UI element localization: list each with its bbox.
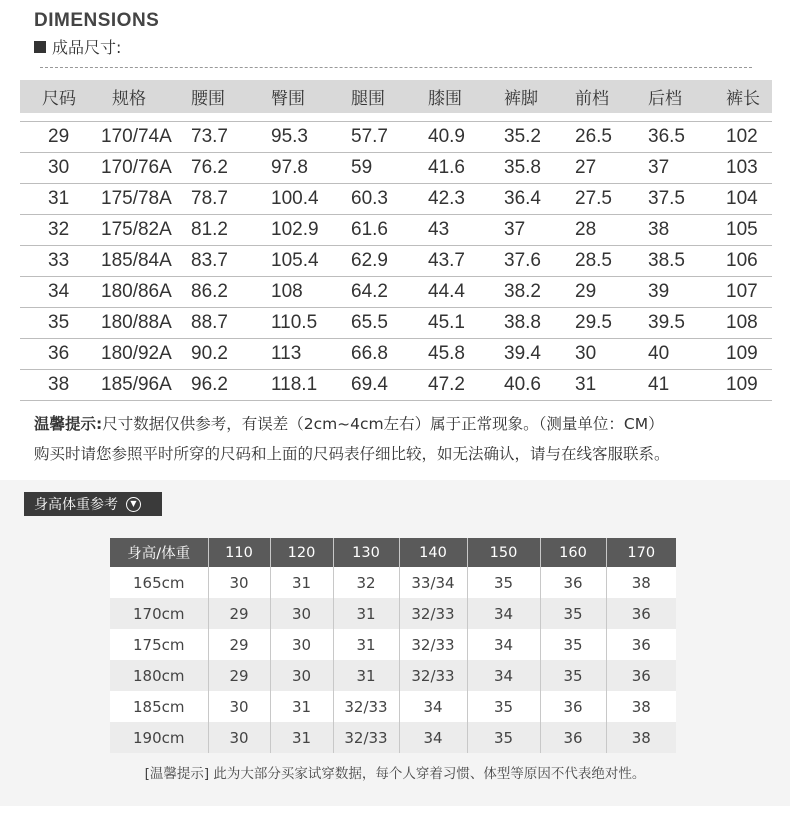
ref-size-cell: 31 [333, 660, 399, 691]
size-cell: 44.4 [420, 277, 496, 308]
size-table-row [20, 370, 772, 401]
section-subtitle [34, 35, 121, 58]
size-cell: 40.6 [496, 370, 567, 401]
size-cell: 96.2 [183, 370, 263, 401]
size-cell: 59 [343, 153, 420, 184]
size-cell: 38.2 [496, 277, 567, 308]
ref-col-header: 150 [467, 538, 540, 567]
size-cell: 35 [20, 308, 93, 339]
ref-table-row [110, 722, 676, 753]
size-cell: 69.4 [343, 370, 420, 401]
size-col-header: 尺码 [20, 80, 93, 113]
size-cell: 185/96A [93, 370, 183, 401]
ref-height-cell: 180cm [110, 660, 208, 691]
size-cell: 28 [567, 215, 640, 246]
ref-size-cell: 31 [333, 598, 399, 629]
size-cell: 37.6 [496, 246, 567, 277]
ref-size-cell: 38 [606, 567, 676, 598]
ref-table-row [110, 691, 676, 722]
tip-text-1: 尺寸数据仅供参考，有误差（2cm~4cm左右）属于正常现象。（测量单位：CM） [102, 415, 664, 433]
size-col-header: 裤长 [718, 80, 772, 113]
size-cell: 39.4 [496, 339, 567, 370]
size-cell: 57.7 [343, 122, 420, 153]
ref-size-cell: 34 [467, 598, 540, 629]
size-table-header [20, 80, 772, 113]
size-cell: 27 [567, 153, 640, 184]
size-cell: 110.5 [263, 308, 343, 339]
size-cell: 36.4 [496, 184, 567, 215]
size-cell: 88.7 [183, 308, 263, 339]
ref-size-cell: 35 [540, 629, 606, 660]
subtitle-text: 成品尺寸: [52, 38, 122, 57]
ref-size-cell: 29 [208, 629, 270, 660]
size-cell: 86.2 [183, 277, 263, 308]
size-cell: 170/76A [93, 153, 183, 184]
size-cell: 65.5 [343, 308, 420, 339]
size-cell: 37.5 [640, 184, 718, 215]
ref-size-cell: 36 [606, 598, 676, 629]
size-cell: 170/74A [93, 122, 183, 153]
size-cell: 108 [263, 277, 343, 308]
ref-size-cell: 34 [399, 691, 467, 722]
size-cell: 37 [640, 153, 718, 184]
size-table-row [20, 122, 772, 153]
size-cell: 175/82A [93, 215, 183, 246]
size-table-row [20, 215, 772, 246]
size-cell: 38 [20, 370, 93, 401]
ref-size-cell: 34 [467, 660, 540, 691]
height-weight-table [110, 538, 676, 753]
ref-size-cell: 38 [606, 691, 676, 722]
size-cell: 30 [567, 339, 640, 370]
size-table [20, 80, 772, 401]
size-cell: 31 [20, 184, 93, 215]
size-cell: 31 [567, 370, 640, 401]
size-cell: 64.2 [343, 277, 420, 308]
ref-size-cell: 35 [467, 691, 540, 722]
ref-height-cell: 175cm [110, 629, 208, 660]
ref-table-row [110, 629, 676, 660]
ref-size-cell: 36 [540, 691, 606, 722]
size-cell: 73.7 [183, 122, 263, 153]
reference-note: [温馨提示] 此为大部分买家试穿数据，每个人穿着习惯、体型等原因不代表绝对性。 [144, 766, 646, 782]
size-cell: 32 [20, 215, 93, 246]
size-cell: 100.4 [263, 184, 343, 215]
size-table-row [20, 246, 772, 277]
dashed-divider [40, 67, 752, 68]
size-cell: 35.2 [496, 122, 567, 153]
ref-size-cell: 30 [270, 660, 333, 691]
size-cell: 36.5 [640, 122, 718, 153]
ref-table-header [110, 538, 676, 567]
size-cell: 37 [496, 215, 567, 246]
size-cell: 81.2 [183, 215, 263, 246]
size-cell: 38.8 [496, 308, 567, 339]
size-cell: 106 [718, 246, 772, 277]
size-table-row [20, 153, 772, 184]
ref-size-cell: 32/33 [399, 660, 467, 691]
size-cell: 78.7 [183, 184, 263, 215]
dimensions-title: DIMENSIONS [34, 10, 160, 31]
size-cell: 66.8 [343, 339, 420, 370]
ref-size-cell: 35 [540, 598, 606, 629]
size-cell: 39 [640, 277, 718, 308]
size-table-row [20, 277, 772, 308]
size-cell: 76.2 [183, 153, 263, 184]
size-col-header: 后档 [640, 80, 718, 113]
ref-size-cell: 29 [208, 598, 270, 629]
ref-height-cell: 165cm [110, 567, 208, 598]
tip-line-1 [34, 412, 664, 434]
ref-table-row [110, 567, 676, 598]
ref-size-cell: 35 [467, 722, 540, 753]
size-cell: 180/86A [93, 277, 183, 308]
size-cell: 43.7 [420, 246, 496, 277]
ref-col-header: 130 [333, 538, 399, 567]
ref-col-header: 140 [399, 538, 467, 567]
ref-table-row [110, 598, 676, 629]
size-col-header: 腿围 [343, 80, 420, 113]
size-cell: 47.2 [420, 370, 496, 401]
size-cell: 39.5 [640, 308, 718, 339]
size-cell: 33 [20, 246, 93, 277]
size-cell: 108 [718, 308, 772, 339]
ref-size-cell: 30 [270, 629, 333, 660]
size-cell: 95.3 [263, 122, 343, 153]
size-table-row [20, 184, 772, 215]
height-weight-badge [24, 492, 162, 516]
size-cell: 27.5 [567, 184, 640, 215]
ref-size-cell: 29 [208, 660, 270, 691]
size-cell: 180/92A [93, 339, 183, 370]
tip-label: 温馨提示: [34, 415, 103, 433]
size-cell: 45.1 [420, 308, 496, 339]
ref-size-cell: 31 [270, 691, 333, 722]
size-cell: 180/88A [93, 308, 183, 339]
size-cell: 97.8 [263, 153, 343, 184]
size-col-header: 臀围 [263, 80, 343, 113]
ref-size-cell: 30 [270, 598, 333, 629]
size-cell: 185/84A [93, 246, 183, 277]
chevron-down-circle-icon: ▼ [126, 497, 141, 512]
size-cell: 175/78A [93, 184, 183, 215]
size-cell: 29 [20, 122, 93, 153]
ref-size-cell: 36 [606, 629, 676, 660]
size-cell: 102.9 [263, 215, 343, 246]
size-cell: 41.6 [420, 153, 496, 184]
ref-height-cell: 190cm [110, 722, 208, 753]
size-table-row [20, 339, 772, 370]
size-cell: 102 [718, 122, 772, 153]
ref-col-header: 160 [540, 538, 606, 567]
ref-size-cell: 34 [467, 629, 540, 660]
ref-size-cell: 30 [208, 691, 270, 722]
size-cell: 38 [640, 215, 718, 246]
size-cell: 28.5 [567, 246, 640, 277]
size-col-header: 裤脚 [496, 80, 567, 113]
size-cell: 40 [640, 339, 718, 370]
size-cell: 104 [718, 184, 772, 215]
size-cell: 105 [718, 215, 772, 246]
size-table-row [20, 308, 772, 339]
size-cell: 109 [718, 370, 772, 401]
ref-size-cell: 34 [399, 722, 467, 753]
size-cell: 29.5 [567, 308, 640, 339]
ref-size-cell: 31 [270, 722, 333, 753]
ref-size-cell: 36 [540, 567, 606, 598]
ref-col-header: 120 [270, 538, 333, 567]
size-cell: 36 [20, 339, 93, 370]
ref-size-cell: 38 [606, 722, 676, 753]
ref-size-cell: 32 [333, 567, 399, 598]
size-cell: 34 [20, 277, 93, 308]
badge-label: 身高体重参考 [34, 497, 118, 513]
ref-size-cell: 31 [333, 629, 399, 660]
size-cell: 60.3 [343, 184, 420, 215]
ref-col-header: 110 [208, 538, 270, 567]
size-cell: 61.6 [343, 215, 420, 246]
size-cell: 38.5 [640, 246, 718, 277]
size-cell: 62.9 [343, 246, 420, 277]
size-cell: 29 [567, 277, 640, 308]
size-cell: 113 [263, 339, 343, 370]
ref-size-cell: 32/33 [399, 629, 467, 660]
ref-size-cell: 36 [606, 660, 676, 691]
ref-size-cell: 32/33 [399, 598, 467, 629]
size-cell: 41 [640, 370, 718, 401]
size-cell: 90.2 [183, 339, 263, 370]
size-cell: 45.8 [420, 339, 496, 370]
size-col-header: 膝围 [420, 80, 496, 113]
ref-size-cell: 31 [270, 567, 333, 598]
size-cell: 107 [718, 277, 772, 308]
size-cell: 109 [718, 339, 772, 370]
size-cell: 35.8 [496, 153, 567, 184]
ref-size-cell: 33/34 [399, 567, 467, 598]
size-cell: 40.9 [420, 122, 496, 153]
size-cell: 42.3 [420, 184, 496, 215]
ref-size-cell: 30 [208, 567, 270, 598]
ref-size-cell: 32/33 [333, 722, 399, 753]
size-cell: 118.1 [263, 370, 343, 401]
ref-height-cell: 170cm [110, 598, 208, 629]
size-col-header: 腰围 [183, 80, 263, 113]
ref-table-row [110, 660, 676, 691]
square-bullet-icon [34, 41, 46, 53]
tip-line-2: 购买时请您参照平时所穿的尺码和上面的尺码表仔细比较，如无法确认，请与在线客服联系。 [34, 445, 670, 463]
size-col-header: 前档 [567, 80, 640, 113]
ref-size-cell: 35 [540, 660, 606, 691]
ref-size-cell: 36 [540, 722, 606, 753]
size-cell: 43 [420, 215, 496, 246]
ref-size-cell: 30 [208, 722, 270, 753]
ref-col-header: 170 [606, 538, 676, 567]
size-cell: 26.5 [567, 122, 640, 153]
ref-height-cell: 185cm [110, 691, 208, 722]
ref-size-cell: 32/33 [333, 691, 399, 722]
size-col-header: 规格 [93, 80, 183, 113]
ref-col-header: 身高/体重 [110, 538, 208, 567]
size-cell: 103 [718, 153, 772, 184]
ref-size-cell: 35 [467, 567, 540, 598]
size-cell: 30 [20, 153, 93, 184]
size-cell: 105.4 [263, 246, 343, 277]
size-cell: 83.7 [183, 246, 263, 277]
